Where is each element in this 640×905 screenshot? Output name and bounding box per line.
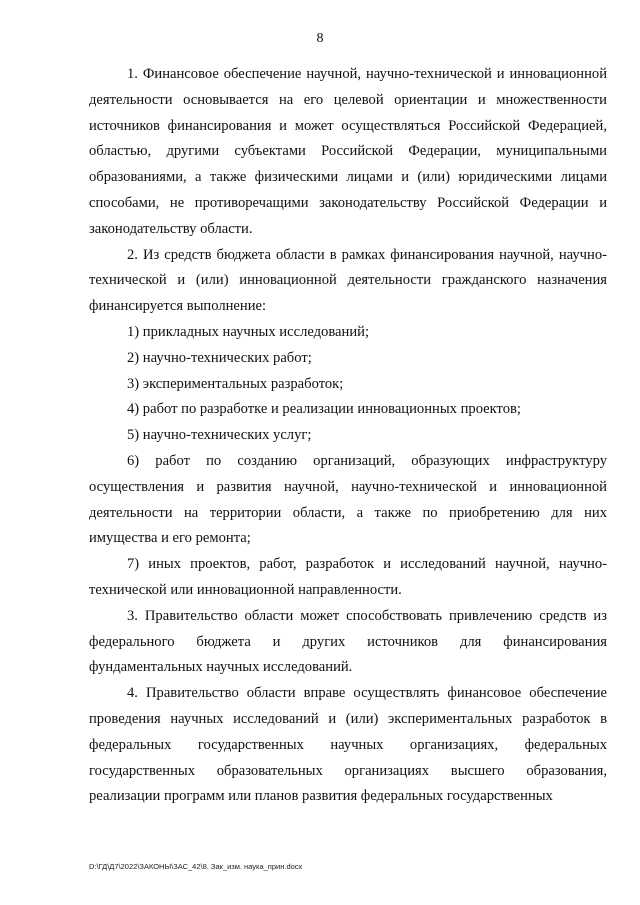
- paragraph-2: 2. Из средств бюджета области в рамках финансирования научной, научно-технической и (или) инновационной деятельности гражданского назначения финансируется выполнение:: [89, 246, 607, 315]
- paragraph-3: 3. Правительство области может способствовать привлечению средств из федерального бюджета и других источников для финансирования фундаментальных научных исследований.: [89, 607, 607, 676]
- list-item-3: 3) экспериментальных разработок;: [127, 375, 344, 392]
- footer-file-path: D:\ГД\Д7\2022\ЗАКОНЫ\ЗАС_42\8. Зак_изм. наука_прин.docx: [89, 862, 303, 871]
- paragraph-1: 1. Финансовое обеспечение научной, научно-технической и инновационной деятельности основывается на его целевой ориентации и множественности источников финансирования и может осуществляться Российской Федерацией, областью, другими субъектами Российской Федерации, муниципальными образованиями, а также физическими лицами и (или) юридическими лицами способами, не противоречащими законодательству Российской Федерации и законодательству области.: [89, 66, 607, 237]
- list-item-6: 6) работ по созданию организаций, образующих инфраструктуру осуществления и развития научной, научно-технической и инновационной деятельности на территории области, а также по приобретению для них имущества и его ремонта;: [89, 452, 607, 547]
- paragraph-4: 4. Правительство области вправе осуществлять финансовое обеспечение проведения научных исследований и (или) экспериментальных разработок в федеральных государственных научных организациях, федеральных государственных образовательных организациях высшего образования, реализации программ или планов развития федеральных государственных: [89, 685, 607, 805]
- page-number: 8: [316, 31, 324, 46]
- list-item-2: 2) научно-технических работ;: [127, 349, 312, 366]
- list-item-1: 1) прикладных научных исследований;: [127, 323, 370, 340]
- list-item-7: 7) иных проектов, работ, разработок и исследований научной, научно-технической или инновационной направленности.: [89, 556, 607, 598]
- list-item-5: 5) научно-технических услуг;: [127, 427, 312, 444]
- document-body: [89, 62, 607, 810]
- list-item-4: 4) работ по разработке и реализации инновационных проектов;: [127, 401, 521, 418]
